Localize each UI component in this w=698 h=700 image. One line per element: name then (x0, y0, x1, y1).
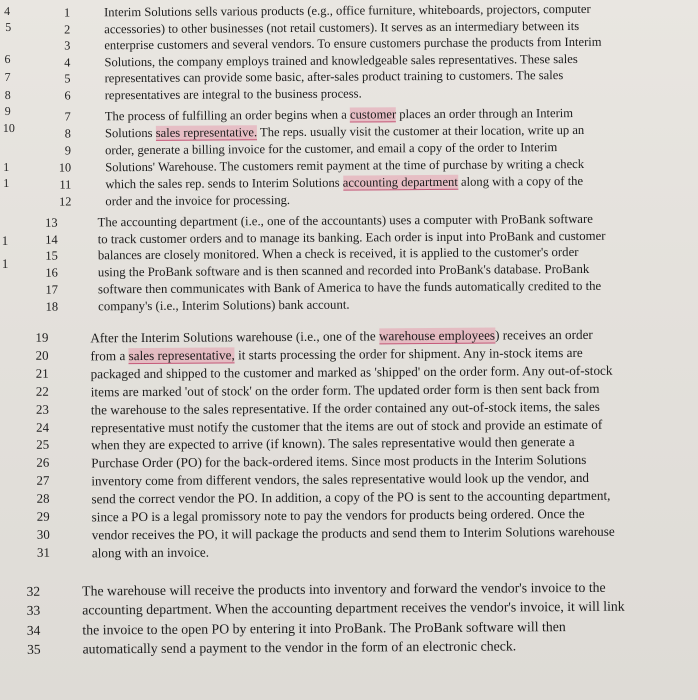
text-segment: Interim Solutions sells various products (e.g., office furniture, whiteboards, projectors, computer (104, 1, 591, 20)
line-number: 9 (64, 143, 72, 158)
text-segment: places an order through an Interim (396, 106, 574, 122)
text-line (82, 619, 565, 637)
text-segment: After the Interim Solutions warehouse (i.e., one of the (90, 328, 380, 346)
line-number: 13 (45, 215, 58, 230)
line-number: 25 (36, 438, 50, 453)
line-number: 14 (45, 232, 58, 247)
line-number: 5 (64, 71, 71, 86)
text-segment: send the correct vendor the PO. In addition, a copy of the PO is sent to the accounting department, (91, 487, 611, 507)
text-segment: which the sales rep. sends to Interim Solutions (105, 175, 343, 192)
line-number: 10 (58, 160, 72, 175)
text-line (98, 262, 589, 280)
text-line (91, 363, 613, 382)
text-segment: to track customer orders and to manage its banking. Each order is input into ProBank and customer (97, 228, 606, 247)
text-line (105, 123, 584, 141)
line-number: 30 (36, 527, 50, 542)
text-segment: along with an invoice. (91, 544, 210, 561)
line-number: 28 (36, 491, 50, 506)
line-number: 26 (36, 455, 50, 471)
highlighted-term: sales representative. (155, 125, 258, 140)
text-segment: Solutions, the company employs trained and knowledgeable sales representatives. These sales (104, 51, 578, 70)
line-number: 34 (26, 622, 41, 638)
margin-mark: 4 (4, 3, 11, 18)
text-line (104, 2, 591, 20)
line-number: 22 (35, 384, 49, 399)
text-segment: enterprise customers and several vendors. To ensure customers purchase the products from Interim (104, 34, 602, 53)
margin-mark: 9 (4, 103, 11, 118)
margin-mark: 7 (4, 69, 11, 84)
line-number: 21 (35, 366, 49, 381)
text-line (104, 19, 579, 37)
margin-mark: 10 (2, 120, 15, 135)
line-number: 7 (64, 109, 71, 124)
text-segment: Solutions (104, 125, 156, 141)
margin-mark: 5 (5, 19, 12, 34)
highlighted-term: sales representative, (128, 347, 235, 364)
line-number: 12 (59, 194, 72, 209)
text-line (104, 52, 577, 70)
text-segment: using the ProBank software and is then scanned and recorded into ProBank's database. ProBank (97, 261, 590, 280)
text-segment: automatically send a payment to the vendor in the form of an electronic check. (82, 638, 517, 657)
line-number: 3 (64, 38, 71, 53)
text-line (98, 212, 593, 230)
text-line (105, 68, 564, 86)
text-segment: representatives can provide some basic, after-sales product training to customers. The sales (104, 68, 564, 86)
highlighted-term: warehouse employees (378, 327, 496, 344)
text-segment: when they are expected to arrive (if known). The sales representative would then generate a (91, 434, 575, 453)
text-line (98, 297, 350, 314)
margin-mark: 1 (1, 255, 9, 271)
text-segment: accessories) to other businesses (not retail customers). It serves as an intermediary between its (104, 18, 580, 36)
text-line (98, 245, 579, 263)
line-number: 16 (45, 265, 58, 280)
margin-mark: 1 (3, 159, 10, 174)
line-number: 32 (26, 583, 41, 599)
line-number: 4 (64, 55, 71, 70)
text-segment: the warehouse to the sales representative. If the order contained any out-of-stock items, the sales (90, 398, 600, 417)
text-line (90, 345, 582, 363)
line-number: 17 (45, 282, 59, 297)
line-number: 19 (35, 330, 49, 345)
text-segment: company's (i.e., Interim Solutions) bank account. (98, 297, 350, 313)
text-segment: packaged and shipped to the customer and marked as 'shipped' on the order form. Any out-of-stock (90, 362, 613, 382)
text-segment: vendor receives the PO, it will package the products and send them to Interim Solutions warehouse (91, 523, 615, 543)
text-line (82, 580, 606, 599)
text-segment: from a (90, 348, 129, 364)
text-line (105, 157, 584, 175)
text-line (105, 174, 583, 192)
line-number: 6 (64, 88, 71, 103)
text-segment: balances are closely monitored. When a check is received, it is applied to the customer's order (97, 245, 579, 263)
margin-mark: 1 (3, 175, 10, 190)
margin-mark: 1 (1, 232, 9, 248)
text-line (105, 106, 573, 124)
line-number: 33 (26, 603, 41, 619)
text-segment: the invoice to the open PO by entering it into ProBank. The ProBank software will then (82, 618, 566, 638)
text-line (98, 228, 606, 247)
text-line (82, 639, 516, 657)
margin-mark: 8 (4, 87, 11, 102)
text-segment: representatives are integral to the business process. (104, 86, 362, 103)
text-line (105, 140, 557, 158)
text-line (82, 599, 625, 618)
line-number: 23 (35, 402, 49, 417)
text-line (91, 398, 600, 417)
line-number: 24 (36, 420, 50, 435)
text-line (91, 470, 589, 488)
text-segment: along with a copy of the (457, 173, 584, 189)
text-line (92, 506, 585, 524)
text-segment: The accounting department (i.e., one of the accountants) uses a computer with ProBank software (97, 211, 593, 230)
text-segment: The process of fulfilling an order begins when a (104, 107, 351, 124)
highlighted-term: customer (349, 107, 397, 122)
text-line (91, 488, 610, 507)
margin-mark: 6 (4, 51, 11, 66)
line-number: 27 (36, 473, 50, 488)
line-number: 15 (45, 248, 58, 264)
text-line (98, 279, 601, 298)
text-segment: order and the invoice for processing. (105, 192, 291, 209)
text-line (91, 381, 600, 400)
text-line (91, 416, 602, 435)
text-segment: accounting department. When the accounting department receives the vendor's invoice, it will link (82, 599, 625, 618)
text-segment: order, generate a billing invoice for the customer, and email a copy of the order to Interim (105, 140, 558, 158)
line-number: 8 (64, 126, 71, 141)
text-segment: Purchase Order (PO) for the back-ordered items. Since most products in the Interim Solutions (91, 452, 587, 471)
text-line (92, 524, 615, 543)
line-number: 18 (45, 299, 59, 314)
highlighted-term: accounting department (342, 174, 458, 190)
line-number: 2 (63, 22, 71, 37)
line-number: 31 (36, 545, 50, 560)
text-segment: The warehouse will receive the products into inventory and forward the vendor's invoice to the (82, 579, 606, 599)
line-number: 35 (26, 641, 41, 658)
line-number: 1 (63, 5, 71, 20)
text-line (104, 35, 601, 53)
text-line (105, 86, 362, 103)
text-segment: Solutions' Warehouse. The customers remit payment at the time of purchase by writing a check (105, 156, 585, 175)
line-number: 20 (35, 348, 49, 363)
text-segment: items are marked 'out of stock' on the order form. The updated order form is then sent back from (90, 380, 600, 400)
text-segment: inventory come from different vendors, the sales representative would look up the vendor, and (91, 470, 590, 489)
text-line (91, 452, 586, 470)
line-number: 29 (36, 509, 50, 524)
text-line (90, 327, 593, 346)
line-number: 11 (59, 177, 72, 192)
text-line (92, 544, 209, 560)
text-line (91, 434, 575, 452)
text-segment: it starts processing the order for shipment. Any in-stock items are (234, 344, 583, 363)
text-segment: representative must notify the customer that the items are out of stock and provide an estimate of (90, 416, 603, 435)
text-segment: ) receives an order (494, 326, 593, 343)
text-segment: software then communicates with Bank of America to have the funds automatically credited to the (97, 278, 602, 297)
text-line (105, 193, 290, 209)
text-segment: The reps. usually visit the customer at their location, write up an (257, 122, 585, 140)
text-segment: since a PO is a legal promissory note to pay the vendors for products being ordered. Once the (91, 505, 585, 525)
